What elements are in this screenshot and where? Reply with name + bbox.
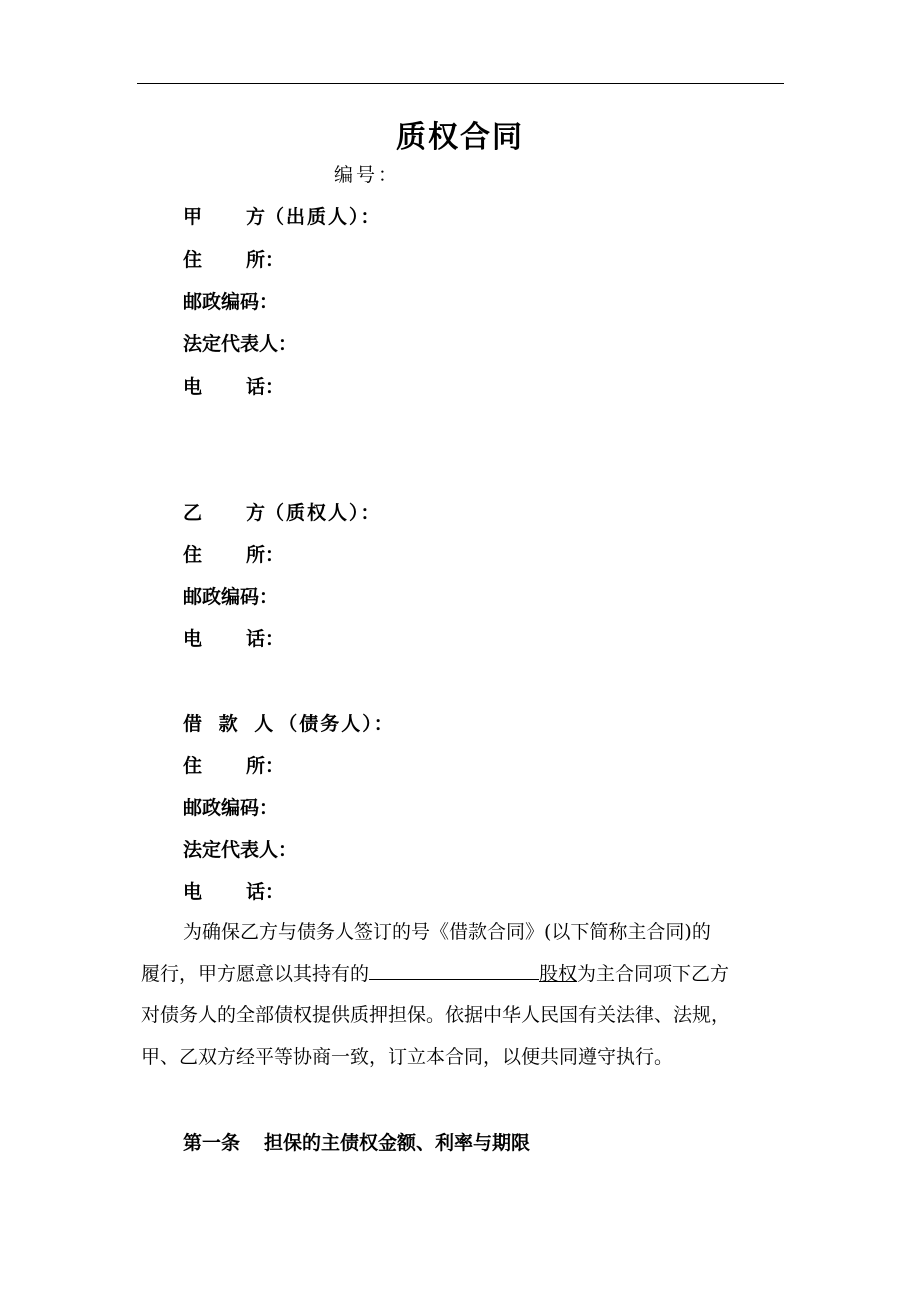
borrower-phone-char1: 电 [183, 881, 247, 903]
borrower-address-char2: 所： [246, 755, 285, 777]
party-a-heading [183, 202, 382, 229]
document-title: 质权合同 [396, 120, 524, 155]
article-1-title: 担保的主债权金额、利率与期限 [264, 1132, 531, 1154]
party-a-role: （出质人）： [265, 206, 382, 228]
preamble-line-3: 对债务人的全部债权提供质押担保。依据中华人民国有关法律、法规， [141, 1004, 731, 1026]
party-b-char2: 方 [246, 502, 266, 524]
party-b-phone-char2: 话： [246, 628, 285, 650]
party-a-postcode-label: 邮政编码： [183, 291, 279, 313]
preamble-line-2-start: 履行，甲方愿意以其持有的 [141, 962, 370, 985]
party-a-char2: 方 [246, 206, 266, 228]
party-b-postcode-label: 邮政编码： [183, 586, 279, 608]
borrower-title: 借 款 人 [183, 713, 279, 735]
party-a-phone-label [183, 372, 284, 399]
party-a-address-char2: 所： [246, 249, 285, 271]
borrower-heading [183, 709, 395, 736]
preamble-paragraph [141, 912, 786, 1078]
borrower-role: （债务人）： [278, 713, 395, 735]
party-b-address-char1: 住 [183, 544, 247, 566]
party-b-phone-char1: 电 [183, 628, 247, 650]
borrower-phone-char2: 话： [246, 881, 285, 903]
borrower-address-label [183, 751, 284, 778]
borrower-phone-label [183, 877, 284, 904]
party-a-legal-rep-label: 法定代表人： [183, 333, 298, 355]
article-1-number: 第一条 [183, 1132, 241, 1154]
borrower-postcode-label: 邮政编码： [183, 797, 279, 819]
preamble-line-4: 甲、乙双方经平等协商一致，订立本合同，以便共同遵守执行。 [141, 1045, 674, 1068]
preamble-line-2 [141, 954, 786, 996]
contract-number-label: 编号： [334, 164, 401, 186]
party-b-role: （质权人）： [265, 502, 382, 524]
equity-underlined-term: 股权 [539, 962, 578, 985]
preamble-line-1: 为确保乙方与债务人签订的号《借款合同》(以下简称主合同)的 [183, 921, 711, 943]
party-a-address-char1: 住 [183, 249, 247, 271]
equity-blank-field [369, 961, 539, 980]
header-rule [137, 83, 784, 84]
party-a-address-label [183, 245, 284, 272]
party-b-char1: 乙 [183, 502, 247, 524]
party-a-phone-char1: 电 [183, 376, 247, 398]
party-b-heading [183, 498, 382, 525]
preamble-line-2-end: 为主合同项下乙方 [577, 962, 730, 985]
borrower-address-char1: 住 [183, 755, 247, 777]
article-1-heading [183, 1128, 530, 1155]
party-b-phone-label [183, 624, 284, 651]
party-b-address-label [183, 540, 284, 567]
party-a-phone-char2: 话： [246, 376, 285, 398]
party-a-char1: 甲 [183, 206, 247, 228]
borrower-legal-rep-label: 法定代表人： [183, 839, 298, 861]
party-b-address-char2: 所： [246, 544, 285, 566]
